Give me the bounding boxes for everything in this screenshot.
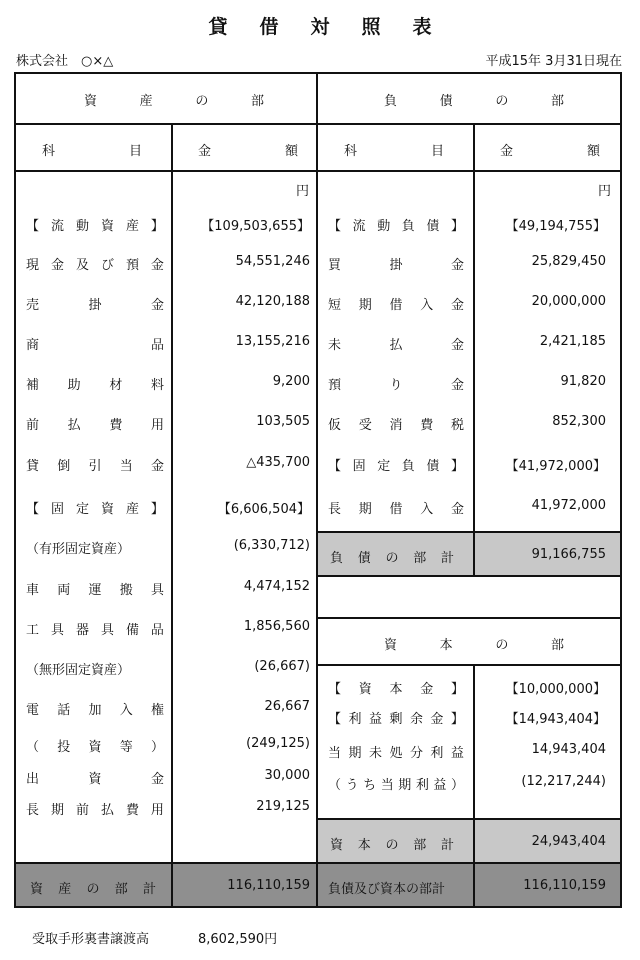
footnote-label: 受取手形裏書譲渡高 — [32, 932, 150, 947]
capital-row-label: 【 利 益 剰 余 金 】 — [328, 712, 464, 727]
asset-row-label: 商 品 — [26, 338, 164, 353]
assets-total-label: 資 産 の 部 計 — [30, 882, 156, 897]
rule-left-mid — [171, 123, 173, 906]
liability-row-label: 預 り 金 — [328, 378, 464, 393]
rule-right-mid-upper — [473, 123, 475, 575]
asset-row-label: 補 助 材 料 — [26, 378, 164, 393]
asset-row-amount: 13,155,216 — [235, 334, 310, 349]
liability-row-label: 【 流 動 負 債 】 — [328, 219, 464, 234]
asset-row-amount: 54,551,246 — [235, 254, 310, 269]
liability-row-label: 長 期 借 入 金 — [328, 502, 464, 517]
asset-row-amount: 26,667 — [264, 699, 310, 714]
capital-total-label: 資 本 の 部 計 — [330, 838, 454, 853]
liabilities-section-header: 負 債 の 部 — [384, 94, 564, 109]
asset-row-label: 出 資 金 — [26, 772, 164, 787]
liability-row-amount: 91,820 — [560, 374, 606, 389]
capital-row-amount: (12,217,244) — [521, 774, 606, 789]
asset-row-amount: (249,125) — [246, 736, 310, 751]
asset-row-label: （無形固定資産） — [26, 663, 131, 678]
liability-row-label: 仮 受 消 費 税 — [328, 418, 464, 433]
asset-row-label: 前 払 費 用 — [26, 418, 164, 433]
asset-row-amount: 1,856,560 — [243, 619, 310, 634]
rule-liab-total-bottom — [318, 575, 620, 577]
asset-row-amount: (26,667) — [254, 659, 310, 674]
rule-capital-total-top — [318, 818, 620, 820]
asset-row-label: 【 固 定 資 産 】 — [26, 502, 164, 517]
asset-row-label: 貸 倒 引 当 金 — [26, 459, 164, 474]
assets-total-amount: 116,110,159 — [227, 878, 310, 893]
rule-totals-top — [16, 862, 620, 864]
liab-total-amount: 91,166,755 — [531, 547, 606, 562]
liab-item-header: 科 目 — [344, 144, 444, 159]
liability-row-amount: 2,421,185 — [539, 334, 606, 349]
company-name: 株式会社 ○×△ — [16, 54, 114, 69]
asset-row-amount: 219,125 — [256, 799, 310, 814]
asset-row-label: 売 掛 金 — [26, 298, 164, 313]
capital-section-header: 資 本 の 部 — [384, 638, 564, 653]
liability-row-amount: 852,300 — [552, 414, 606, 429]
rule-capital-section-bottom — [318, 664, 620, 666]
grand-total-label: 負債及び資本の部計 — [328, 882, 446, 897]
rule-capital-section-top — [318, 617, 620, 619]
liability-row-label: 未 払 金 — [328, 338, 464, 353]
asset-row-label: 長 期 前 払 費 用 — [26, 803, 164, 818]
liability-row-amount: 41,972,000 — [531, 498, 606, 513]
rule-right-mid-lower — [473, 664, 475, 906]
asset-row-amount: 9,200 — [272, 374, 310, 389]
assets-amount-header: 金 額 — [198, 144, 298, 159]
capital-total-amount: 24,943,404 — [531, 834, 606, 849]
asset-row-label: 車 両 運 搬 具 — [26, 583, 164, 598]
liability-row-amount: 【49,194,755】 — [505, 219, 606, 234]
asset-row-label: 電 話 加 入 権 — [26, 703, 164, 718]
capital-row-amount: 14,943,404 — [531, 742, 606, 757]
capital-row-label: 当 期 未 処 分 利 益 — [328, 746, 464, 761]
asset-row-amount: 【109,503,655】 — [201, 219, 310, 234]
asset-row-label: 【 流 動 資 産 】 — [26, 219, 164, 234]
grand-total-amount: 116,110,159 — [523, 878, 606, 893]
capital-row-label: （ う ち 当 期 利 益 ） — [328, 778, 464, 793]
asset-row-label: 現 金 及 び 預 金 — [26, 258, 164, 273]
asset-row-amount: 【6,606,504】 — [217, 502, 310, 517]
liab-amount-header: 金 額 — [500, 144, 600, 159]
liability-row-amount: 25,829,450 — [531, 254, 606, 269]
assets-section-header: 資 産 の 部 — [84, 94, 264, 109]
rule-liab-total-top — [318, 531, 620, 533]
liability-row-label: 短 期 借 入 金 — [328, 298, 464, 313]
rule-under-section — [16, 123, 620, 125]
rule-under-header — [16, 170, 620, 172]
liability-row-amount: 20,000,000 — [531, 294, 606, 309]
asset-row-amount: △435,700 — [246, 455, 310, 470]
assets-item-header: 科 目 — [42, 144, 142, 159]
footnote-value: 8,602,590円 — [198, 932, 278, 947]
asset-row-amount: 42,120,188 — [235, 294, 310, 309]
yen-unit-right: 円 — [598, 184, 612, 199]
asset-row-amount: 4,474,152 — [243, 579, 310, 594]
liability-row-label: 買 掛 金 — [328, 258, 464, 273]
capital-row-label: 【 資 本 金 】 — [328, 682, 464, 697]
document-title: 貸 借 対 照 表 — [208, 16, 432, 38]
balance-sheet-table — [14, 72, 622, 908]
yen-unit-left: 円 — [296, 184, 310, 199]
capital-row-amount: 【14,943,404】 — [505, 712, 606, 727]
asset-row-amount: (6,330,712) — [233, 538, 310, 553]
asset-row-amount: 103,505 — [256, 414, 310, 429]
asset-row-amount: 30,000 — [264, 768, 310, 783]
asset-row-label: （ 投 資 等 ） — [26, 740, 164, 755]
liability-row-amount: 【41,972,000】 — [505, 459, 606, 474]
liability-row-label: 【 固 定 負 債 】 — [328, 459, 464, 474]
report-date: 平成15年 3月31日現在 — [485, 54, 622, 69]
capital-row-amount: 【10,000,000】 — [505, 682, 606, 697]
asset-row-label: 工 具 器 具 備 品 — [26, 623, 164, 638]
rule-center — [316, 74, 318, 906]
liab-total-label: 負 債 の 部 計 — [330, 551, 454, 566]
asset-row-label: （有形固定資産） — [26, 542, 131, 557]
